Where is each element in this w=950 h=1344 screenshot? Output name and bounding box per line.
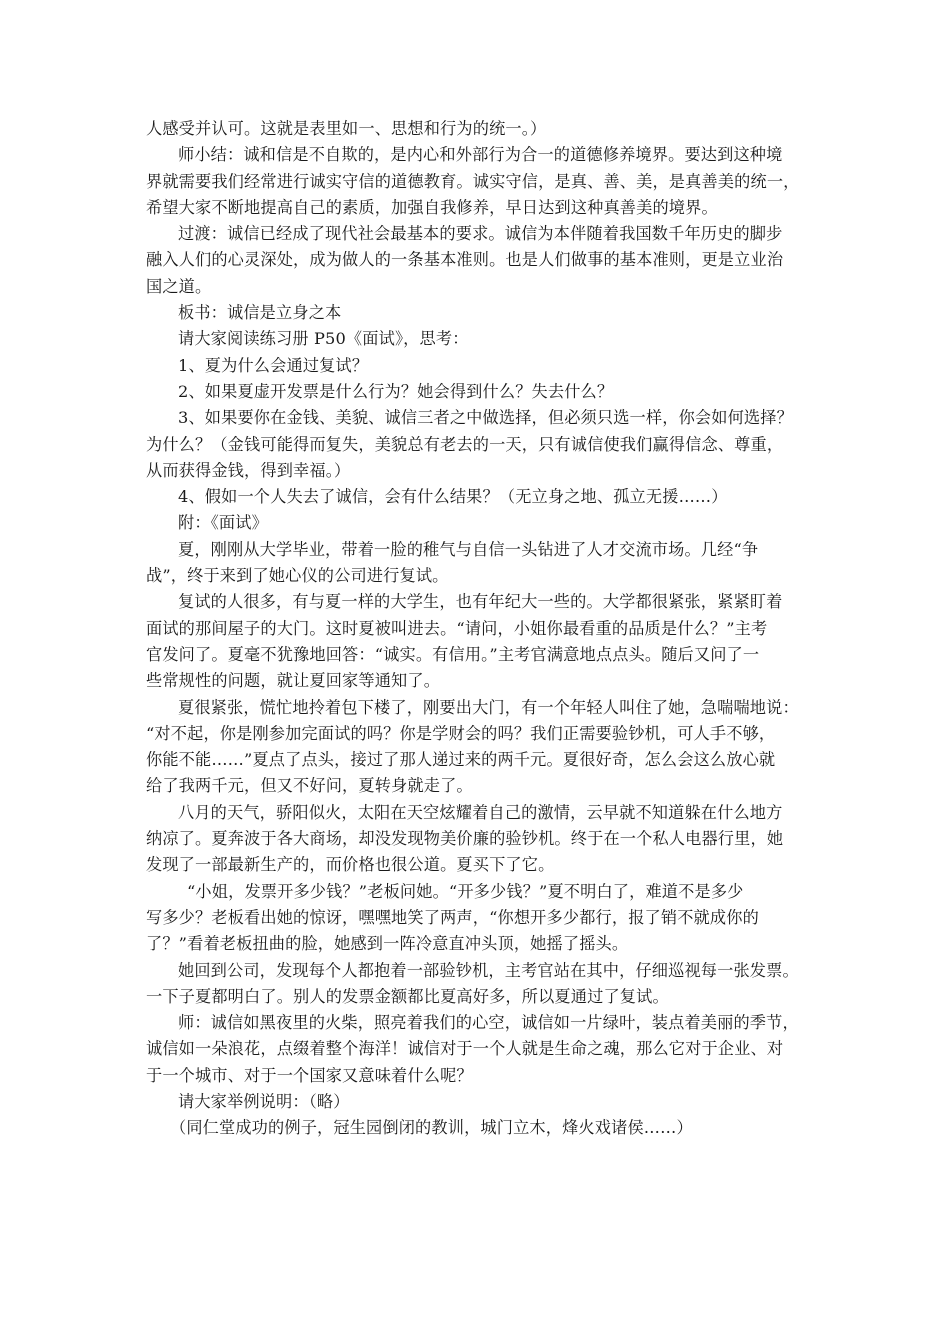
text-line: “小姐，发票开多少钱？”老板问她。“开多少钱？”夏不明白了，难道不是多少 [187,881,744,901]
text-line: 你能不能……”夏点了点头，接过了那人递过来的两千元。夏很好奇，怎么会这么放心就 [146,750,776,770]
text-line: 附：《面试》 [178,513,268,533]
text-line: 发现了一部最新生产的，而价格也很公道。夏买下了它。 [146,855,555,875]
text-line: 了？”看着老板扭曲的脸，她感到一阵冷意直冲头顶，她摇了摇头。 [146,934,629,954]
text-line: 国之道。 [146,276,212,296]
text-line: 官发问了。夏毫不犹豫地回答：“诚实。有信用。”主考官满意地点点头。随后又问了一 [146,644,760,664]
text-line: 诚信如一朵浪花，点缀着整个海洋！诚信对于一个人就是生命之魂，那么它对于企业、对 [146,1039,784,1059]
text-line: 3、如果要你在金钱、美貌、诚信三者之中做选择，但必须只选一样，你会如何选择？ [178,408,793,428]
text-line: 为什么？（金钱可能得而复失，美貌总有老去的一天，只有诚信使我们赢得信念、尊重， [146,434,784,454]
text-line: 4、假如一个人失去了诚信，会有什么结果？（无立身之地、孤立无援……） [178,487,728,507]
text-line: “对不起，你是刚参加完面试的吗？你是学财会的吗？我们正需要验钞机，可人手不够， [146,723,776,743]
text-line: 些常规性的问题，就让夏回家等通知了。 [146,671,441,691]
text-line: 八月的天气，骄阳似火，太阳在天空炫耀着自己的激情，云早就不知道躲在什么地方 [178,802,783,822]
text-line: 过渡：诚信已经成了现代社会最基本的要求。诚信为本伴随着我国数千年历史的脚步 [178,224,783,244]
text-line: 请大家阅读练习册 P50《面试》，思考： [178,329,469,349]
text-line: 希望大家不断地提高自己的素质，加强自我修养，早日达到这种真善美的境界。 [146,197,718,217]
text-line: 面试的那间屋子的大门。这时夏被叫进去。“请问，小姐你最看重的品质是什么？”主考 [146,618,768,638]
text-line: 复试的人很多，有与夏一样的大学生，也有年纪大一些的。大学都很紧张，紧紧盯着 [178,592,783,612]
text-line: 她回到公司，发现每个人都抱着一部验钞机，主考官站在其中，仔细巡视每一张发票。 [178,960,799,980]
text-line: 给了我两千元，但又不好问，夏转身就走了。 [146,776,473,796]
text-line: 师：诚信如黑夜里的火柴，照亮着我们的心空，诚信如一片绿叶，装点着美丽的季节， [178,1013,799,1033]
text-line: 界就需要我们经常进行诚实守信的道德教育。诚实守信，是真、善、美，是真善美的统一， [146,171,800,191]
text-line: 夏，刚刚从大学毕业，带着一脸的稚气与自信一头钻进了人才交流市场。几经“争 [178,539,759,559]
text-line: 纳凉了。夏奔波于各大商场，却没发现物美价廉的验钞机。终于在一个私人电器行里，她 [146,829,784,849]
text-line: 从而获得金钱，得到幸福。） [146,460,351,480]
text-line: 写多少？老板看出她的惊讶，嘿嘿地笑了两声，“你想开多少都行，报了销不就成你的 [146,907,759,927]
text-line: 人感受并认可。这就是表里如一、思想和行为的统一。） [146,119,547,138]
text-line: 于一个城市、对于一个国家又意味着什么呢？ [146,1065,473,1085]
text-line: （同仁堂成功的例子，冠生园倒闭的教训，城门立木，烽火戏诸侯……） [170,1118,693,1138]
text-line: 板书：诚信是立身之本 [178,303,342,323]
text-line: 战”，终于来到了她心仪的公司进行复试。 [146,566,449,586]
document-body [146,116,812,1142]
text-line: 融入人们的心灵深处，成为做人的一条基本准则。也是人们做事的基本准则，更是立业治 [146,250,784,270]
text-line: 师小结：诚和信是不自欺的，是内心和外部行为合一的道德修养境界。要达到这种境 [178,145,783,165]
text-line: 请大家举例说明：（略） [178,1091,350,1111]
text-line: 夏很紧张，慌忙地拎着包下楼了，刚要出大门，有一个年轻人叫住了她，急喘喘地说： [178,697,799,717]
text-line: 2、如果夏虚开发票是什么行为？她会得到什么？失去什么？ [178,381,614,401]
text-line: 一下子夏都明白了。别人的发票金额都比夏高好多，所以夏通过了复试。 [146,986,669,1006]
text-line: 1、夏为什么会通过复试？ [178,355,369,375]
